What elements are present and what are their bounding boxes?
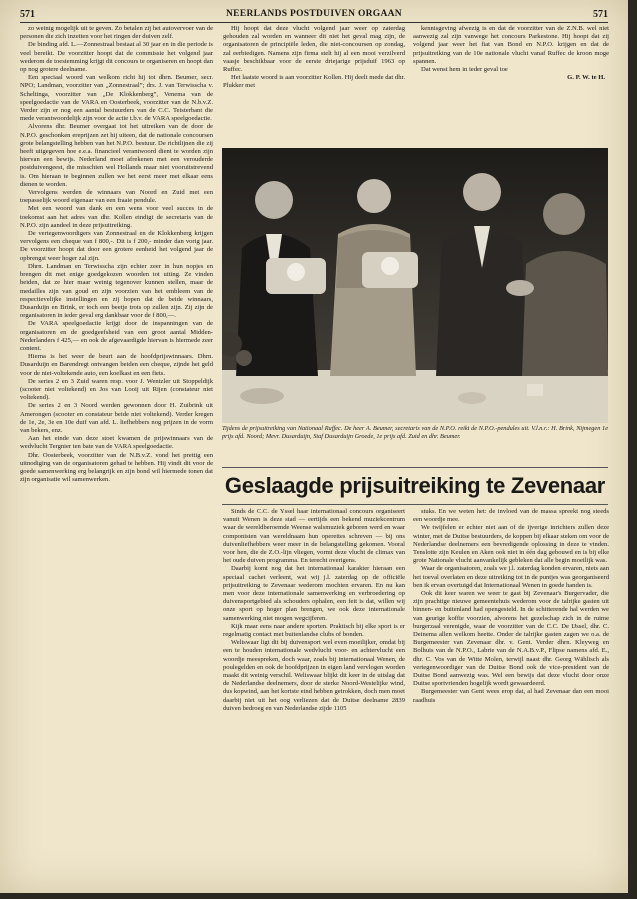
column-left [20,25,213,887]
award-ceremony-photo [222,148,608,423]
photo-caption: Tijdens de prijsuitreiking van Nationaal Ruffec. De heer A. Beumer, secretaris van de N.P.O. reikt de N.P.O.-pendules uit. V.l.n.r.: H. Brink, Nijmegen 1e prijs afd. Noord; Mevr. Dusarduijn, Staf Dusarduijn Groede, 1e prijs afd. Zuid en dhr. Beumer. [222,425,608,440]
article-column-left [223,508,405,888]
paragraph: Ook dit keer waren we weer te gast bij Zevenaar's Burgervader, die zijn prachtige nieuwe gemeentehuis wederom voor de talrijke gasten uit binnen- en buitenland had opengesteld. In de schitterende hal werden we van geurige koffie voorzien, alvorens het gezelschap zich in de ruime burgerzaal verenigde, waar de voorzitter van de C.C. De IJssel, dhr. C. Deinema allen welkom heette. Onder de talrijke gasten zagen we o.a. de Burgemeester van Zevenaar dhr. v. Gent. Verder dhrn. Kleyweg en Bolhuis van de N.P.O., Labrie van de N.A.B.v.P., Flipse namens afd. E., dhr. C. Vos van de Witte Molen, terwijl naast dhr. Georg Wählisch als vertegenwoordiger van de Duitse Bond ook de vice-president van de Duitse Bond aanwezig was. Wel een bewijs dat deze vlucht door onze Duitse sportvrienden hogelijk wordt gewaardeerd. [413,590,609,688]
paragraph: Een speciaal woord van welkom richt hij tot dhrn. Beumer, secr. NPO; Landman, voorzitter van „Zonnestraal”; drs. J. van Terwisscha v. Scheltinga, voorzitter van „De Klokkenberg”, Venema van de speelgoedactie van de VARA en Oosterbeek, voorzitter van de N.b.v.Z. Verder zijn er nog een aantal bestuurders van de C.C. Teisterbant die mede verantwoordelijk zijn voor de actie t.b.v. de VARA speelgoedactie. [20,74,213,123]
page-number-left: 571 [20,8,35,20]
paragraph: We twijfelen er echter niet aan of de ijverige inrichters zullen deze winter, met de Duitse bestuurders, de koppen bij elkaar steken om voor de Nederlandse deelnemers een bevredigende oplossing in deze te vinden. Tenslotte zijn Keulen en Aken ook niet in één dag gebouwd en is bij elke grote Nationale vlucht aanvankelijk gebleken dat alle begin moeilijk was. [413,524,609,565]
page-number-right: 571 [593,8,608,20]
photo-illustration [222,148,608,423]
paragraph: Dhrn. Landman en Terwisscha zijn echter zeer in hun nopjes en brengen dit met enige goedgekozen woorden tot uiting. Ze vinden beiden, dat ze hier maar weinig tegenover kunnen stellen, maar de medailles zijn van goud en zijn voorzien van het embleem van de respectievelijke instellingen en zij hopen dat de beide winnaars, Dusarduijn en Brink, er toch een beetje trots op zullen zijn. Zij zijn de organisatoren in ieder geval erg dankbaar voor de f 800,—. [20,262,213,320]
article-column-right [413,508,609,888]
paragraph: stuks. En we weten het: de invloed van de massa spreekt nog steeds een woordje mee. [413,508,609,524]
paragraph: De binding afd. L.—Zonnestraal bestaat al 30 jaar en in die periode is veel bereikt. De voorzitter hoopt dat de commissie het volgend jaar wederom de toestemming krijgt dit concours te organiseren en hoopt dan op nog grotere deelname. [20,41,213,74]
paragraph: kennisgeving afwezig is en dat de voorzitter van de Z.N.B. wel niet aanwezig zal zijn vanwege het concours Parkestone. Hij hoopt dat zij volgend jaar weer het fiat van Bond en N.P.O. krijgen en dat de prijsuitreiking van de 10e nationale vlucht vanaf Ruffec de kroon moge spannen. [413,25,609,65]
paragraph: De vertegenwoordigers van Zonnestraal en de Klokkenberg krijgen vervolgens een cheque van f 800,-. Dit is f 200,- minder dan vorig jaar. De voorzitter hoopt dat door een grotere eenheid het volgend jaar de opbrengst weer hoger zal zijn. [20,230,213,262]
paragraph: Hij hoopt dat deze vlucht volgend jaar weer op zaterdag gehouden zal worden en wanneer dit niet het geval mag zijn, de organisatoren de principiële leden, die niet-concoursen op zondag, zal eerbiedigen. Namens zijn firma stelt hij al een mooi verzilverd vaasje beschikbaar voor de eerste driejarige prijsduif 1963 op Ruffec. [223,25,405,74]
paragraph: Vervolgens werden de winnaars van Noord en Zuid met een toepasselijk woord eigenaar van een fraaie pendule. [20,189,213,205]
column-right-top [413,25,609,145]
author-signature: G. P. W. te H. [567,74,605,82]
paragraph: Het laatste woord is aan voorzitter Kollen. Hij deelt mede dat dhr. Plukker met [223,74,405,90]
paragraph: Burgemeester van Gent wees erop dat, al had Zevenaar dan een mooi raadhuis [413,688,609,704]
paragraph: Waar de organisatoren, zoals we j.l. zaterdag konden ervaren, niets aan het toeval overlaten en deze uitreiking tot in de puntjes was georganiseerd ben ik ervan overtuigd dat Internationaal Wenen in goede handen is. [413,565,609,589]
paragraph: Kijk maar eens naar andere sporten. Praktisch bij elke sport is er regelmatig contact met buitenlandse clubs of bonden. [223,622,405,639]
page-header [20,6,608,23]
paragraph: Dhr. Oosterbeek, voorzitter van de N.B.v.Z. vond het prettig een uitnodiging van de organisatoren gehad te hebben. Hij vindt dit voor de goede samenwerking erg belangrijk en zijn bond wil hiermede tonen dat zijn organisatie wil samenwerken. [20,451,213,484]
paragraph: De series 2 en 3 Noord werden gewonnen door H. Zuibrink uit Amerongen (scooter en constateur beide niet voltekend). Verder kregen de 1e, 2e, 3e en 10e duif van afd. L. liefhebbers nog prijzen in de vorm van bekers, enz. [20,402,213,434]
paragraph: Alvorens dhr. Beumer overgaat tot het uitreiken van de door de N.P.O. geschonken ereprijzen zet hij uiteen, dat de nationale concoursen grote belangstelling hebben van het N.P.O. bestuur. De richtlijnen die zij heeft uitgegeven hoe e.e.a. financieel verantwoord dient te worden zijn hiervan een bewijs. Nederland moet afrekenen met een verouderde postduivengeest, die misschien wel Hollands maar niet vooruitstrevend is. Om hieraan te beginnen zullen we het eerst meer met elkaar eens dienen te worden. [20,123,213,188]
paragraph: Aan het einde van deze stoet kwamen de prijswinnaars van de wedvlucht Tergnier ten bate van de VARA speelgoedactie. [20,435,213,451]
paragraph: De VARA speelgoedactie krijgt door de inspanningen van de organisatoren en de goedgeefsheid van een groot aantal Midden-Nederlanders f 425,— en ook de afgevaardigde hiervan is hiermede zeer content. [20,320,213,352]
publication-title: NEERLANDS POSTDUIVEN ORGAAN [226,9,402,19]
paragraph: zo weinig mogelijk uit te geven. Zo betalen zij het autovervoer van de personen die zich inzetten voor het ringen der duiven zelf. [20,25,213,41]
paragraph: Daarbij komt nog dat het internationaal karakter hieraan een speciaal cachet verleent, wat wij j.l. zaterdag op de officiële prijsuitreiking te Zevenaar wederom mochten ervaren. En nu kan men voor deze internationale samenwerking en verbroedering op duivensportgebied als schouders ophalen, een feit is dat, willen wij onze sport op hoger plan brengen, we ook deze internationale samenwerking niet mogen wegcijferen. [223,565,405,622]
article-headline: Geslaagde prijsuitreiking te Zevenaar [222,467,608,505]
paragraph: Weliswaar ligt dit bij duivensport wel even moeilijker, omdat bij een te houden internationale wedvlucht voor- en achtervlucht een woordje meespreken, doch waar, zoals bij internationaal Wenen, de poulegelden en ook de hoofdprijzen in eigen land vervlogen worden maakt dit weinig verschil. Weliswaar blijkt dit keer in de uitslag dat de Nederlandse deelnemers, door de sterke Noord-Westelijke wind, dus kopwind, aan het kortste eind hebben getrokken, doch men moet daarbij niet uit het oog verliezen dat de Duitse deelname 2839 duiven bedroeg en van Nederlandse zijde 1105 [223,639,405,712]
paragraph: De series 2 en 3 Zuid waren resp. voor J. Wentzler uit Stoppeldijk (scooter niet voltekend) en Jos van Looij uit Rijen (constateur niet voltekend). [20,377,213,402]
paragraph: Hierna is het weer de beurt aan de hoofdprijswinnaars. Dhrn. Dusarduijn en Barendregt ontvangen beiden een cheque, zijnde het geld voor de niet-voltekende auto, een koelkast en een fiets. [20,353,213,377]
paragraph: Dat wenst hem in ieder geval toe [421,66,508,74]
paragraph: Met een woord van dank en een wens voor veel succes in de toekomst aan het adres van dhr. Kollen eindigt de secretaris van de N.P.O. zijn aandeel in deze prijsuitreiking. [20,205,213,229]
paragraph: Sinds de C.C. de Yssel haar internationaal concours organiseert vanuit Wenen is deze stad — eertijds een bekend muziekcentrum waar de wereldberoemde Weense walsmuziek geboren werd en waar componisten van wereldnaam hun operettes schreven — bij ons duivenliefhebbers weer meer in de belangstelling gekomen. Vooral voor hen, die de Z.O.-lijn vliegen, vormt deze vlucht de climax van het oude duiven programma. En terecht overigens. [223,508,405,565]
column-middle-top [223,25,405,145]
